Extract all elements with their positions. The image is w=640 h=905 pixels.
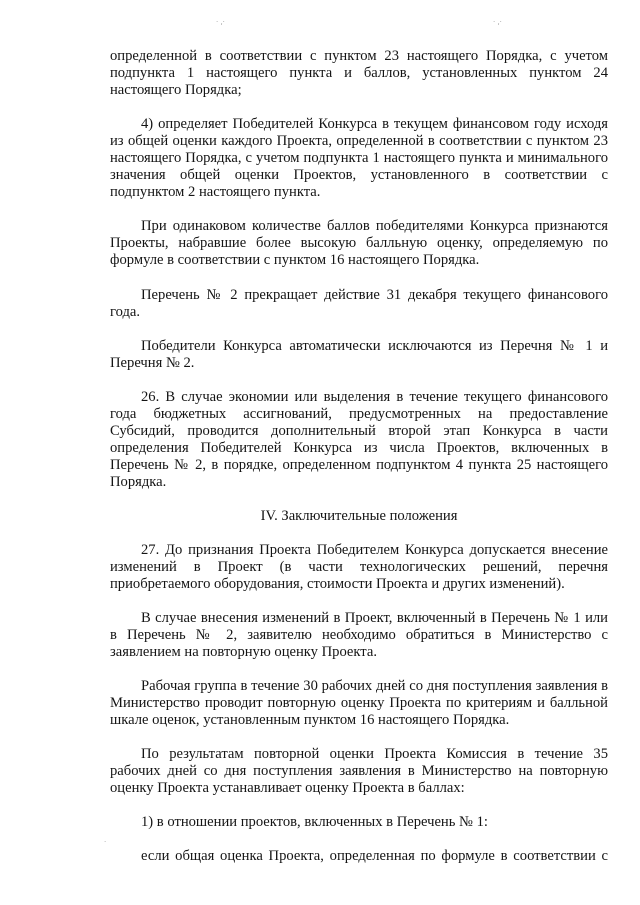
paragraph: 27. До признания Проекта Победителем Конкурса допускается внесение изменений в Проект (в части технологических решений, перечня приобретаемого оборудования, стоимости Проекта и других изменений). [110,542,608,592]
paragraph: 1) в отношении проектов, включенных в Перечень № 1: [141,814,488,830]
paragraph: Победители Конкурса автоматически исключаются из Перечня № 1 и Перечня № 2. [110,338,608,371]
paragraph: если общая оценка Проекта, определенная по формуле в соответствии с [141,848,608,864]
paragraph: В случае внесения изменений в Проект, включенный в Перечень № 1 или в Перечень № 2, заявителю необходимо обратиться в Министерство с заявлением на повторную оценку Проекта. [110,610,608,660]
document-body [110,48,608,865]
scan-mark: · ,· [493,18,502,26]
section-heading: IV. Заключительные положения [260,508,458,524]
paragraph: 26. В случае экономии или выделения в течение текущего финансового года бюджетных ассигнований, предусмотренных на предоставление Субсидий, проводится дополнительный второй этап Конкурса в части определения Победителей Конкурса из числа Проектов, включенных в Перечень № 2, в порядке, определенном подпунктом 4 пункта 25 настоящего Порядка. [110,389,608,490]
paragraph: При одинаковом количестве баллов победителями Конкурса признаются Проекты, набравшие более высокую балльную оценку, определяемую по формуле в соответствии с пунктом 16 настоящего Порядка. [110,218,608,268]
paragraph: Перечень № 2 прекращает действие 31 декабря текущего финансового года. [110,287,608,320]
paragraph: Рабочая группа в течение 30 рабочих дней со дня поступления заявления в Министерство проводит повторную оценку Проекта по критериям и балльной шкале оценок, установленным пунктом 16 настоящего Порядка. [110,678,608,728]
paragraph: По результатам повторной оценки Проекта Комиссия в течение 35 рабочих дней со дня поступления заявления в Министерство на повторную оценку Проекта устанавливает оценку Проекта в баллах: [110,746,608,796]
paragraph: определенной в соответствии с пунктом 23 настоящего Порядка, с учетом подпункта 1 настоящего пункта и баллов, установленных пунктом 24 настоящего Порядка; [110,48,608,98]
paragraph: 4) определяет Победителей Конкурса в текущем финансовом году исходя из общей оценки каждого Проекта, определенной в соответствии с пунктом 23 настоящего Порядка, с учетом подпункта 1 настоящего пункта и минимального значения общей оценки Проектов, установленного в соответствии с подпунктом 2 настоящего пункта. [110,116,608,200]
scan-mark: · ,· [216,18,225,26]
scan-mark: · [104,838,107,846]
